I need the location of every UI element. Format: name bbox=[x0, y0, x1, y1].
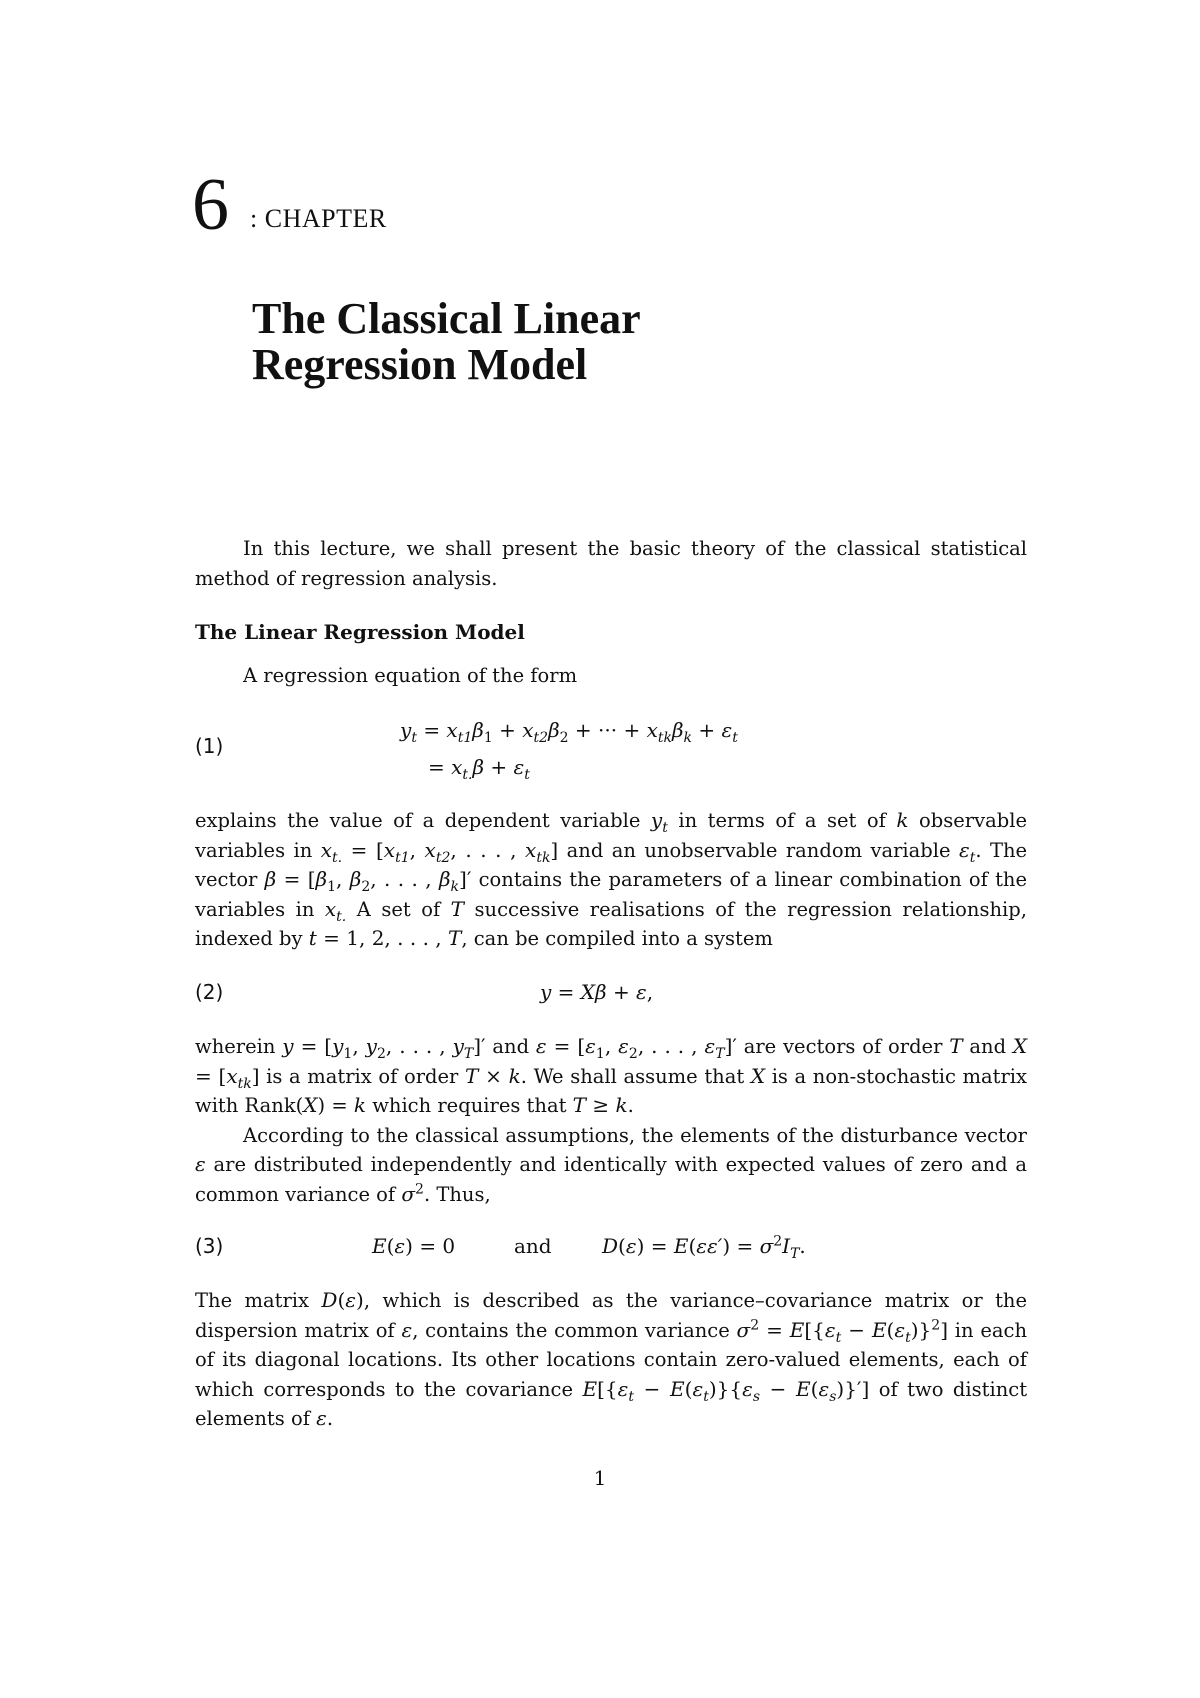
paragraph-wherein: wherein $y = [y_1$, $y_2$, . . . , $y_T]'$ and $\varepsilon = [\varepsilon_1$, $\varepsilon_2$, . . . , $\varepsilon_T]'$ are vectors of order T and $X = [x_{tk}]$ is a matrix of order T × k. We shall assume that X is a non-stochastic matrix with Rank(X) = k which requires that T ≥ k. According to the classical assumptions, the elements of the disturbance vector ε are distributed independently and identically with expected values of zero and a common variance of $\sigma^2$. Thus, bbox=[195, 1034, 1028, 1206]
section-heading: The Linear Regression Model bbox=[195, 620, 525, 644]
regression-form-paragraph bbox=[195, 661, 1027, 691]
chapter-number: 6 bbox=[192, 164, 229, 246]
regression-form-text: A regression equation of the form bbox=[243, 664, 578, 687]
page-number: 1 bbox=[593, 1466, 607, 1490]
equation-2: y = Xβ + ε, bbox=[540, 980, 654, 1004]
equation-1-line-1: $y_t = x_{t1}\beta_1 + x_{t2}\beta_2$ + ··· + $x_{tk}\beta_k + \varepsilon_t$ bbox=[400, 718, 738, 746]
paragraph-matrix: The matrix D(ε), which is described as the variance–covariance matrix or the dispersion matrix of ε, contains the common variance $\sigma^2 = E[\{\varepsilon_t - E(\varepsilon_t)\}^2]$ in each of its diagonal locations. Its other locations contain zero-valued elements, each of which corresponds to the covariance $E[\{\varepsilon_t - E(\varepsilon_t)\}\{\varepsilon_s - E(\varepsilon_s)\}']$ of two distinct elements of ε. bbox=[195, 1288, 1028, 1430]
equation-1-number: (1) bbox=[195, 734, 224, 758]
paragraph-explains: explains the value of a dependent variable $y_t$ in terms of a set of k observable variables in $x_{t.} = [x_{t1}$, $x_{t2}$, . . . , $x_{tk}$] and an unobservable random variable $\varepsilon_t$. The vector $\beta = [\beta_1$, $\beta_2$, . . . , $\beta_k]'$ contains the parameters of a linear combination of the variables in $x_{t.}$ A set of T successive realisations of the regression relationship, indexed by t = 1, 2, . . . , T, can be compiled into a system bbox=[195, 808, 1028, 950]
title-line-2: Regression Model bbox=[252, 340, 588, 389]
equation-3-number: (3) bbox=[195, 1234, 224, 1258]
title-line-1: The Classical Linear bbox=[252, 294, 641, 343]
intro-text: In this lecture, we shall present the basic theory of the classical statistical method of regression analysis. bbox=[195, 537, 1027, 590]
equation-1-line-2: = $x_{t.}\beta + \varepsilon_t$ bbox=[428, 755, 530, 783]
equation-3-right: $D(\varepsilon) = E(\varepsilon\varepsilon') = \sigma^2I_T$. bbox=[602, 1233, 806, 1262]
chapter-label: : CHAPTER bbox=[250, 204, 387, 233]
intro-paragraph bbox=[195, 534, 1027, 593]
chapter-title bbox=[252, 296, 641, 388]
equation-3-and: and bbox=[514, 1234, 552, 1258]
equation-3-left: E(ε) = 0 bbox=[372, 1234, 456, 1258]
equation-2-number: (2) bbox=[195, 980, 224, 1004]
